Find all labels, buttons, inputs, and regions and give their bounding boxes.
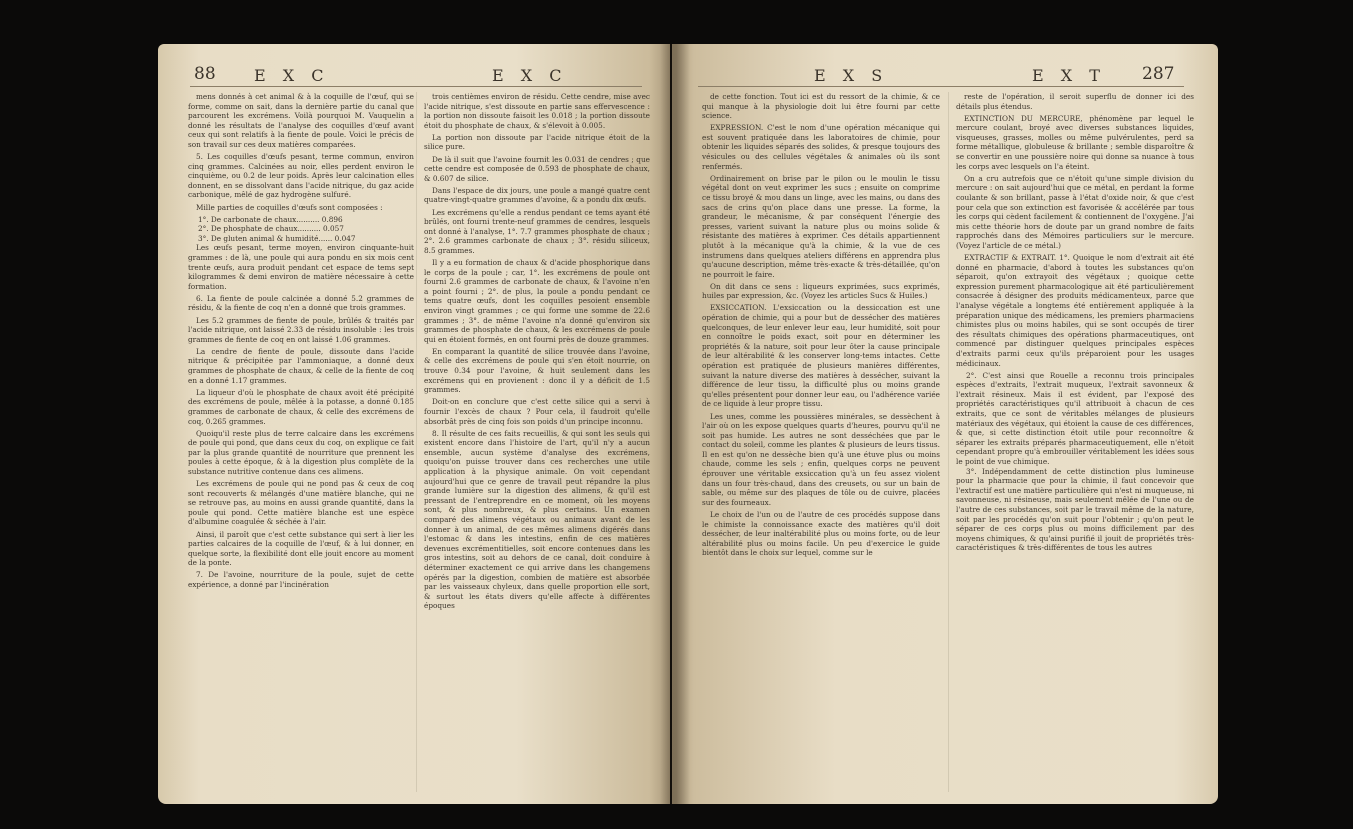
- paragraph: Quoiqu'il reste plus de terre calcaire dans les excrémens de poule qui pond, que dans ceux du coq, on explique ce fait par la plus grande quantité de nourriture que prennent les poules à cette époque, & à la digestion plus complète de la substance nutritive contenue dans ces alimens.: [188, 428, 414, 476]
- paragraph: mens donnés à cet animal & à la coquille de l'œuf, qui se forme, comme on sait, dans la dernière partie du canal que parcourent les excrémens. Voilà pourquoi M. Vauquelin a donné les résultats de l'analyse des coquilles d'œuf avant ceux qui sont relatifs à la fiente de poule. Voici le précis de son travail sur ces deux matières comparées.: [188, 92, 414, 149]
- left-column-divider: [416, 92, 417, 792]
- right-page: [672, 44, 1218, 804]
- paragraph: EXPRESSION. C'est le nom d'une opération mécanique qui est souvent pratiquée dans les laboratoires de chimie, pour obtenir les liquides séparés des solides, & presque toujours des vésicules ou des cellules végétales & animales où ils sont renfermés.: [702, 123, 940, 171]
- paragraph: 2°. De phosphate de chaux.......... 0.057: [198, 224, 344, 234]
- right-running-head-2: E X T: [1032, 66, 1106, 85]
- left-column-1: [188, 92, 414, 592]
- paragraph: La cendre de fiente de poule, dissoute dans l'acide nitrique & précipitée par l'ammoniaque, a donné deux grammes de phosphate de chaux, & celle de la fiente de coq en a donné 1.17 grammes.: [188, 346, 414, 385]
- left-running-head-2: E X C: [492, 66, 568, 85]
- paragraph: La liqueur d'où le phosphate de chaux avoit été précipité des excrémens de poule, mêlée à la potasse, a donné 0.185 grammes de carbonate de chaux, & celle des excrémens de coq, 0.265 grammes.: [188, 387, 414, 426]
- paragraph: On dit dans ce sens : liqueurs exprimées, sucs exprimés, huiles par expression, &c. (Voyez les articles Sucs & Huiles.): [702, 281, 940, 301]
- book-gutter: [660, 44, 690, 804]
- paragraph: EXTRACTIF & EXTRAIT. 1°. Quoique le nom d'extrait ait été donné en pharmacie, d'abord à toutes les substances qu'on séparoit, qu'on extrayoit des végétaux ; quoique cette expression purement pharmacologique ait été particulièrement consacrée à désigner des produits médicamenteux, parce que l'analyse végétale a longtems été entièrement appliquée à la préparation unique des médicamens, les premiers pharmaciens chimistes plus ou moins habiles, qui se sont occupés de tirer des résultats chimiques des opérations pharmaceutiques, ont commencé par distinguer quelques principales espèces d'extraits parmi ceux qu'ils préparoient pour les usages médicinaux.: [956, 253, 1194, 368]
- paragraph: En comparant la quantité de silice trouvée dans l'avoine, & celle des excrémens de poule qui s'en étoit nourrie, on trouve 0.34 pour l'avoine, & huit seulement dans les excrémens qui en provienent : donc il y a déficit de 1.5 grammes.: [424, 346, 650, 395]
- paragraph: 8. Il résulte de ces faits recueillis, & qui sont les seuls qui existent encore dans l'histoire de l'art, qu'il n'y a aucun ensemble, aucun système d'analyse des excrémens, quoiqu'on puisse trouver dans ces recherches une utile application à la physique animale. On voit cependant aujourd'hui que ce genre de travail peut répandre la plus grande lumière sur la digestion des alimens, & qu'il est pressant de l'entreprendre en ce moment, où les moyens sont, & plus nombreux, & plus certains. Un examen comparé des alimens végétaux ou animaux avant de les donner à un animal, de ces mêmes alimens digérés dans l'estomac & dans les intestins, enfin de ces matières devenues excrémentitielles, soit encore contenues dans les gros intestins, soit au dehors de ce canal, doit conduire à déterminer exactement ce qui arrive dans les changemens opérés par la digestion, combien de matière est absorbée par les vaisseaux chyleux, dans quelle proportion elle sort, & surtout les états divers qu'elle affecte à différentes époques: [424, 428, 650, 611]
- paragraph: 1°. De carbonate de chaux.......... 0.896: [198, 214, 343, 224]
- paragraph: trois centièmes environ de résidu. Cette cendre, mise avec l'acide nitrique, s'est dissoute en partie sans effervescence : la portion non dissoute faisoit les 0.018 ; la portion dissoute étoit du phosphate de chaux, & s'élevoit à 0.005.: [424, 92, 650, 130]
- paragraph: de cette fonction. Tout ici est du ressort de la chimie, & ce qui manque à la physiologie doit lui être fourni par cette science.: [702, 92, 940, 121]
- paragraph: EXSICCATION. L'exsiccation ou la dessiccation est une opération de chimie, qui a pour but de dessécher des matières quelconques, de leur enlever leur eau, leur humidité, soit pour en connoître le poids exact, soit pour en déterminer les propriétés & la nature, soit pour leur ôter la cause principale de leur altérabilité & les conserver long-tems intactes. Cette opération est pratiquée de plusieurs manières différentes, suivant la nature diverse des matières à dessécher, suivant la différence de leur tissu, la difficulté plus ou moins grande qu'elles présentent pour donner leur eau, ou l'adhérence variée de ce liquide à leur propre tissu.: [702, 303, 940, 409]
- right-column-divider: [948, 92, 949, 792]
- paragraph: 3°. De gluten animal & humidité...... 0.047: [198, 233, 356, 243]
- paragraph: La portion non dissoute par l'acide nitrique étoit de la silice pure.: [424, 132, 650, 152]
- right-column-2: [956, 92, 1194, 553]
- paragraph: Il y a eu formation de chaux & d'acide phosphorique dans le corps de la poule ; car, 1°. les excrémens de poule ont fourni 2.6 grammes de carbonate de chaux, & l'avoine n'en a point fourni ; 2°. de plus, la poule a pondu pendant ce tems quatre œufs, dont les coquilles pesoient ensemble environ vingt grammes ; ce qui forme une somme de 22.6 grammes ; 3°. de même l'avoine n'a donné qu'environ six grammes de phosphate de chaux, & les excrémens de poule qui en étoient formés, en ont fourni près de douze grammes.: [424, 258, 650, 344]
- right-column-1: [702, 92, 940, 560]
- paragraph: Les excrémens de poule qui ne pond pas & ceux de coq sont recouverts & mélangés d'une matière blanche, qui ne se retrouve pas, au moins en aussi grande quantité, dans la poule qui pond. Cette matière blanche est une espèce d'albumine coagulée & séchée à l'air.: [188, 479, 414, 527]
- paragraph: 5. Les coquilles d'œufs pesant, terme commun, environ cinq grammes. Calcinées au noir, elles perdent environ le cinquième, ou 0.2 de leur poids. Après leur calcination elles donnent, en se dissolvant dans l'acide nitrique, du gaz acide carbonique, mêlé de gaz hydrogène sulfuré.: [188, 152, 414, 200]
- right-header-rule: [698, 86, 1184, 87]
- paragraph: Ainsi, il paroît que c'est cette substance qui sert à lier les parties calcaires de la coquille de l'œuf, & à lui donner, en quelque sorte, la flexibilité dont elle jouit encore au moment de la ponte.: [188, 529, 414, 568]
- left-column-2: [424, 92, 650, 613]
- right-running-head-1: E X S: [814, 66, 889, 85]
- paragraph: Le choix de l'un ou de l'autre de ces procédés suppose dans le chimiste la connoissance exacte des matières qu'il doit dessécher, de leur inaltérabilité plus ou moins forte, ou de leur altérabilité plus ou moins facile. Un peu d'exercice le guide bientôt dans le choix sur lequel, comme sur le: [702, 509, 940, 558]
- paragraph: 7. De l'avoine, nourriture de la poule, sujet de cette expérience, a donné par l'incinération: [188, 570, 414, 589]
- paragraph: EXTINCTION DU MERCURE, phénomène par lequel le mercure coulant, broyé avec diverses substances liquides, visqueuses, grasses, molles ou même pulvérulentes, perd sa forme métallique, globuleuse & brillante ; semble disparoître & se convertir en une poussière noire qui donne sa nuance à tous les corps avec lesquels on l'a éteint.: [956, 113, 1194, 171]
- left-running-head-1: E X C: [254, 66, 330, 85]
- paragraph: 2°. C'est ainsi que Rouelle a reconnu trois principales espèces d'extraits, l'extrait muqueux, l'extrait savonneux & l'extrait résineux. Mais il est évident, par l'exposé des propriétés caractéristiques qu'il attribuoit à chacun de ces extraits, que ce sont de véritables mélanges de plusieurs matériaux des végétaux, qui étoient la cause de ces différences, & que, si cette distinction étoit utile pour reconnoître & séparer les extraits préparés pharmaceutiquement, elle n'étoit cependant propre qu'à embrouiller véritablement les idées sous le point de vue chimique.: [956, 370, 1194, 466]
- paragraph: De là il suit que l'avoine fournit les 0.031 de cendres ; que cette cendre est composée de 0.593 de phosphate de chaux, & 0.607 de silice.: [424, 154, 650, 183]
- paragraph: Doit-on en conclure que c'est cette silice qui a servi à fournir l'excès de chaux ? Pour cela, il faudroit qu'elle absorbât près de cinq fois son poids d'un principe inconnu.: [424, 397, 650, 426]
- left-page: [158, 44, 670, 804]
- left-page-number: 88: [194, 64, 216, 84]
- paragraph: Mille parties de coquilles d'œufs sont composées :: [196, 202, 383, 212]
- paragraph: 3°. Indépendamment de cette distinction plus lumineuse pour la pharmacie que pour la chimie, il faut concevoir que l'extractif est une matière particulière qui n'est ni muqueuse, ni savonneuse, ni résineuse, mais seulement mêlée de l'une ou de l'autre de ces substances, soit par le travail même de la nature, soit par les procédés qu'on suit pour l'obtenir ; qu'on peut le séparer de ces corps plus ou moins difficilement par des moyens chimiques, & qu'ainsi purifié il jouit de propriétés très-caractéristiques & très-différentes de tous les autres: [956, 466, 1194, 553]
- paragraph: On a cru autrefois que ce n'étoit qu'une simple division du mercure : on sait aujourd'hui que ce métal, en perdant la forme coulante & son brillant, passe à l'état d'oxide noir, & que c'est pour cela que son extinction est favorisée & accélérée par tous les corps qui cèdent facilement & contiennent de l'oxygène. J'ai mis cette théorie hors de doute par un grand nombre de faits rapprochés dans des Mémoires particuliers sur le mercure. (Voyez l'article de ce métal.): [956, 173, 1194, 250]
- paragraph: reste de l'opération, il seroit superflu de donner ici des détails plus étendus.: [956, 92, 1194, 111]
- paragraph: Dans l'espace de dix jours, une poule a mangé quatre cent quatre-vingt-quatre grammes d'avoine, & a pondu dix œufs.: [424, 185, 650, 205]
- paragraph: Les unes, comme les poussières minérales, se dessèchent à l'air où on les expose quelques quarts d'heures, pourvu qu'il ne soit pas humide. Les autres ne sont desséchées que par le contact du soleil, comme les plantes & plusieurs de leurs tissus. Il en est qu'on ne dessèche bien qu'à une étuve plus ou moins chaude, comme les sels ; enfin, quelques corps ne peuvent éprouver une véritable exsiccation qu'à un feu assez violent dans un four très-chaud, dans des creusets, ou sur un bain de sable, ou même sur des plaques de tôle ou de cuivre, placées sur des fourneaux.: [702, 411, 940, 507]
- left-header-rule: [190, 86, 642, 87]
- paragraph: Ordinairement on brise par le pilon ou le moulin le tissu végétal dont on veut exprimer les sucs ; ensuite on comprime ce tissu broyé & mou dans un linge, avec les mains, ou dans des sacs de crins qu'on place dans une presse. La forme, la grandeur, le mécanisme, & par conséquent l'énergie des presses, varient suivant la nature plus ou moins solide & résistante des matières à exprimer. Ces détails appartiennent plutôt à la mécanique qu'à la chimie, & la vue de ces instrumens dans quelques ateliers différens en apprendra plus qu'aucune description, même très-exacte & très-détaillée, qu'on ne pourroit le faire.: [702, 173, 940, 279]
- paragraph: Les œufs pesant, terme moyen, environ cinquante-huit grammes : de là, une poule qui aura pondu en six mois cent trente œufs, aura produit pendant cet espace de tems sept kilogrammes & demi environ de matière nécessaire à cette formation.: [188, 243, 414, 291]
- right-page-number: 287: [1142, 64, 1175, 84]
- paragraph: Les excrémens qu'elle a rendus pendant ce tems ayant été brûlés, ont fourni trente-neuf grammes de cendres, lesquels ont donné à l'analyse, 1°. 7.7 grammes phosphate de chaux ; 2°. 2.6 grammes carbonate de chaux ; 3°. résidu siliceux, 8.5 grammes.: [424, 207, 650, 255]
- paragraph: Les 5.2 grammes de fiente de poule, brûlés & traités par l'acide nitrique, ont laissé 2.33 de résidu insoluble : les trois grammes de fiente de coq en ont laissé 1.06 grammes.: [188, 315, 414, 344]
- paragraph: 6. La fiente de poule calcinée a donné 5.2 grammes de résidu, & la fiente de coq n'en a donné que trois grammes.: [188, 293, 414, 313]
